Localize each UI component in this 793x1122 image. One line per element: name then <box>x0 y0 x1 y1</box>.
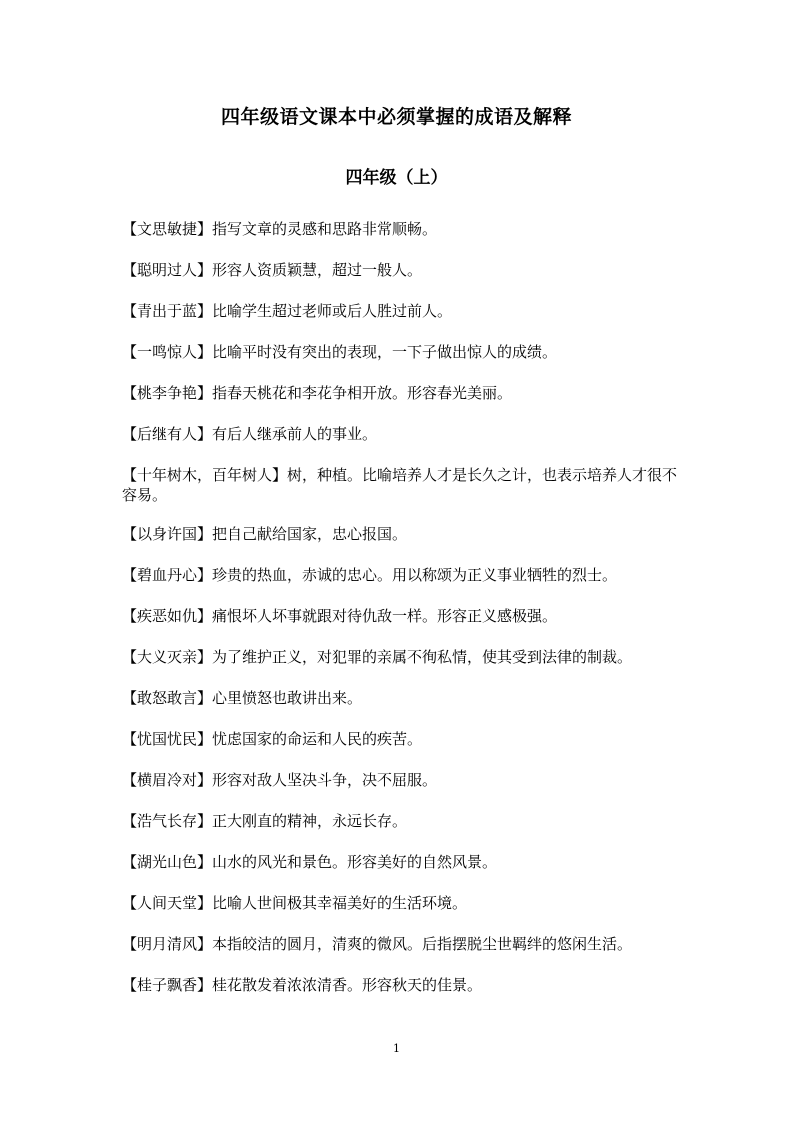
idiom-entry: 【聪明过人】形容人资质颖慧，超过一般人。 <box>122 261 423 279</box>
idiom-entry: 【一鸣惊人】比喻平时没有突出的表现，一下子做出惊人的成绩。 <box>122 343 558 361</box>
idiom-entry: 【湖光山色】山水的风光和景色。形容美好的自然风景。 <box>122 853 498 871</box>
idiom-entry: 【浩气长存】正大刚直的精神，永远长存。 <box>122 812 408 830</box>
idiom-entry: 【以身许国】把自己献给国家，忠心报国。 <box>122 525 408 543</box>
idiom-entry: 【桃李争艳】指春天桃花和李花争相开放。形容春光美丽。 <box>122 384 513 402</box>
page-number: 1 <box>393 1042 400 1055</box>
idiom-entry: 【桂子飘香】桂花散发着浓浓清香。形容秋天的佳景。 <box>122 976 483 994</box>
idiom-entry: 【碧血丹心】珍贵的热血，赤诚的忠心。用以称颂为正义事业牺牲的烈士。 <box>122 566 618 584</box>
document-title: 四年级语文课本中必须掌握的成语及解释 <box>220 106 572 128</box>
idiom-entry: 【人间天堂】比喻人世间极其幸福美好的生活环境。 <box>122 894 468 912</box>
idiom-entry: 【敢怒敢言】心里愤怒也敢讲出来。 <box>122 689 363 707</box>
idiom-entry: 【横眉冷对】形容对敌人坚决斗争，决不屈服。 <box>122 771 438 789</box>
idiom-entry: 【忧国忧民】忧虑国家的命运和人民的疾苦。 <box>122 730 423 748</box>
idiom-entry: 【疾恶如仇】痛恨坏人坏事就跟对待仇敌一样。形容正义感极强。 <box>122 607 558 625</box>
idiom-entry: 【青出于蓝】比喻学生超过老师或后人胜过前人。 <box>122 302 453 320</box>
idiom-entry: 【十年树木，百年树人】树，种植。比喻培养人才是长久之计，也表示培养人才很不容易。 <box>122 466 678 504</box>
idiom-entry: 【后继有人】有后人继承前人的事业。 <box>122 425 378 443</box>
idiom-entry: 【明月清风】本指皎洁的圆月，清爽的微风。后指摆脱尘世羁绊的悠闲生活。 <box>122 935 633 953</box>
section-heading: 四年级（上） <box>345 168 448 188</box>
idiom-list <box>122 219 682 1016</box>
idiom-entry: 【文思敏捷】指写文章的灵感和思路非常顺畅。 <box>122 220 438 238</box>
idiom-entry: 【大义灭亲】为了维护正义，对犯罪的亲属不徇私情，使其受到法律的制裁。 <box>122 648 633 666</box>
